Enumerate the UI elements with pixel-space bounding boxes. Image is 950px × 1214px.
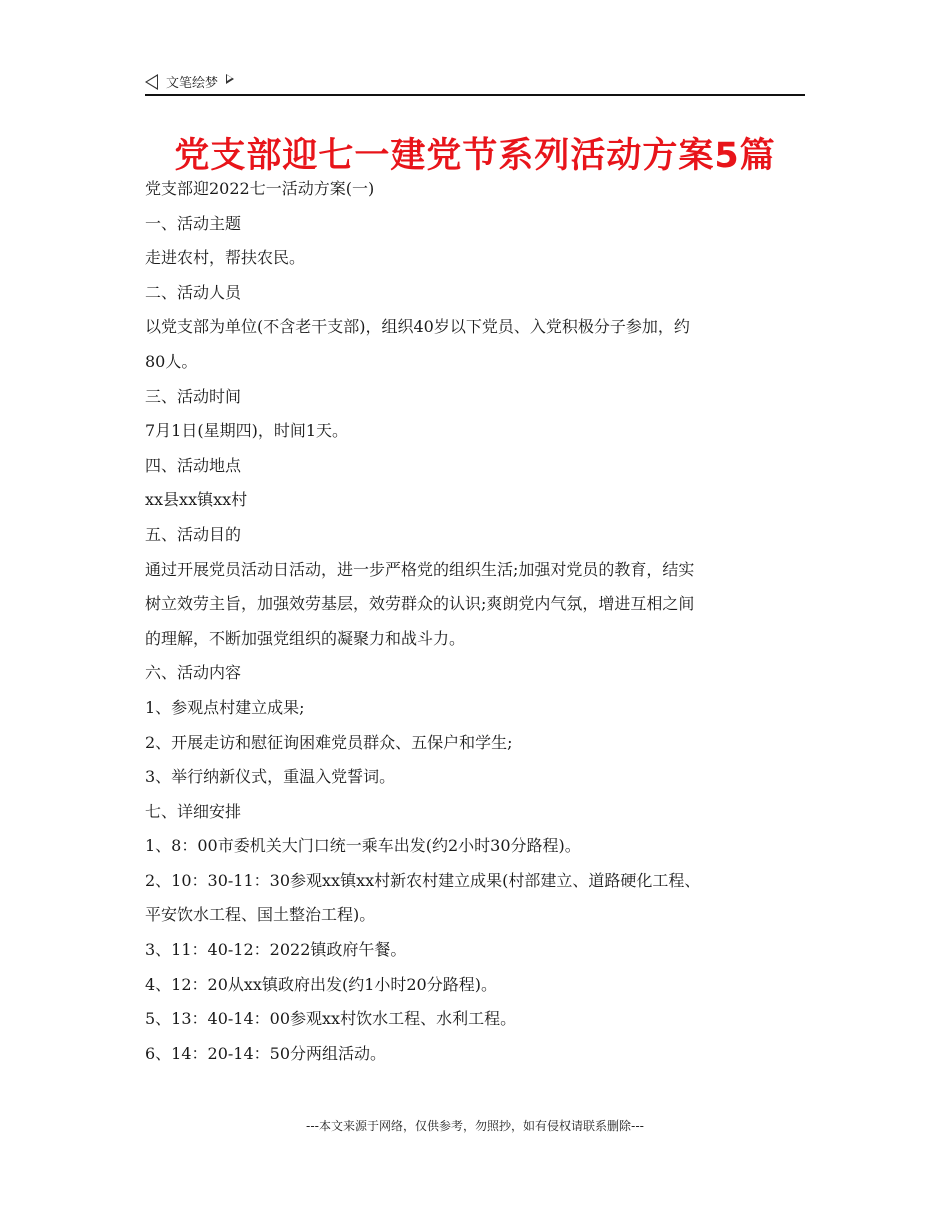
document-body bbox=[145, 172, 805, 1071]
paragraph-line: 3、11：40-12：2022镇政府午餐。 bbox=[145, 940, 407, 960]
paragraph-line: 2、10：30-11：30参观xx镇xx村新农村建立成果(村部建立、道路硬化工程、 bbox=[145, 870, 701, 890]
paragraph-line: 七、详细安排 bbox=[145, 801, 242, 821]
brand-name: 文笔绘梦 bbox=[166, 76, 219, 91]
paragraph-line: 2、开展走访和慰征询困难党员群众、五保户和学生; bbox=[145, 732, 513, 752]
triangle-right-icon bbox=[226, 74, 234, 84]
paragraph-line: 树立效劳主旨，加强效劳基层，效劳群众的认识;爽朗党内气氛，增进互相之间 bbox=[145, 594, 695, 614]
paragraph-line: 通过开展党员活动日活动，进一步严格党的组织生活;加强对党员的教育，结实 bbox=[145, 559, 695, 579]
paragraph-line: 三、活动时间 bbox=[145, 386, 242, 406]
paragraph-line: 7月1日(星期四)，时间1天。 bbox=[145, 421, 349, 441]
paragraph-line: 6、14：20-14：50分两组活动。 bbox=[145, 1043, 387, 1063]
paragraph-line: 二、活动人员 bbox=[145, 282, 242, 302]
paragraph-line: 六、活动内容 bbox=[145, 663, 242, 683]
paragraph-line: 1、参观点村建立成果; bbox=[145, 697, 305, 717]
paragraph-line: 3、举行纳新仪式，重温入党誓词。 bbox=[145, 767, 396, 787]
footer-disclaimer: ---本文来源于网络，仅供参考，勿照抄，如有侵权请联系删除--- bbox=[306, 1119, 644, 1133]
paragraph-line: 4、12：20从xx镇政府出发(约1小时20分路程)。 bbox=[145, 974, 497, 994]
paragraph-line: 的理解，不断加强党组织的凝聚力和战斗力。 bbox=[145, 628, 466, 648]
paragraph-line: 一、活动主题 bbox=[145, 213, 242, 233]
paragraph-line: 平安饮水工程、国土整治工程)。 bbox=[145, 905, 376, 925]
paragraph-line: 五、活动目的 bbox=[145, 524, 242, 544]
document-title: 党支部迎七一建党节系列活动方案5篇 bbox=[174, 136, 776, 176]
paragraph-line: 5、13：40-14：00参观xx村饮水工程、水利工程。 bbox=[145, 1009, 517, 1029]
paragraph-line: 80人。 bbox=[145, 351, 198, 371]
paragraph-line: 四、活动地点 bbox=[145, 455, 242, 475]
paragraph-line: xx县xx镇xx村 bbox=[145, 490, 248, 510]
brand bbox=[145, 72, 234, 91]
paragraph-line: 1、8：00市委机关大门口统一乘车出发(约2小时30分路程)。 bbox=[145, 836, 581, 856]
header-rule bbox=[145, 94, 805, 96]
paragraph-line: 走进农村，帮扶农民。 bbox=[145, 248, 306, 268]
triangle-left-icon bbox=[145, 74, 158, 90]
page-header bbox=[145, 70, 805, 96]
paragraph-line: 以党支部为单位(不含老干支部)，组织40岁以下党员、入党积极分子参加，约 bbox=[145, 317, 690, 337]
paragraph-line: 党支部迎2022七一活动方案(一) bbox=[145, 179, 375, 198]
